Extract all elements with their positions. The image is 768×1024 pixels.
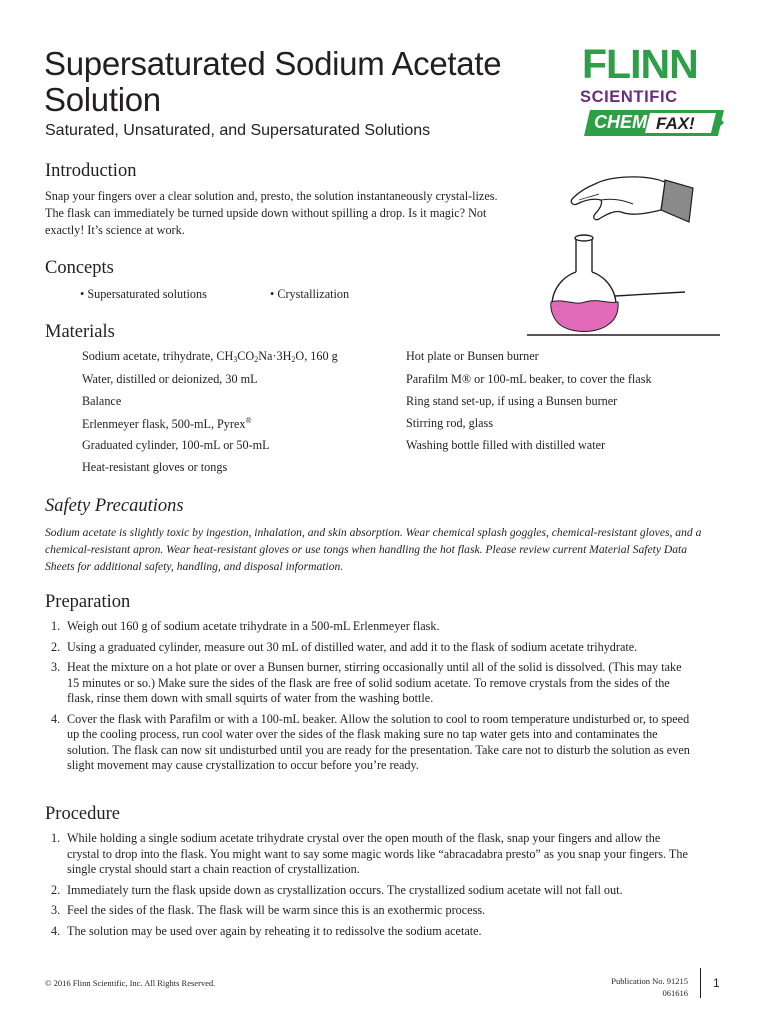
material-item: Sodium acetate, trihydrate, $CH_3CO_2Na\cdot 3H_2O$, 160 g [82, 349, 338, 364]
material-item: Graduated cylinder, 100-mL or 50-mL [82, 438, 270, 452]
list-item: 4. The solution may be used over again by reheating it to redissolve the sodium acetate. [51, 923, 482, 938]
list-item: 3. Feel the sides of the flask. The flask will be warm since this is an exothermic process. [51, 903, 486, 917]
page-number: 1 [713, 976, 720, 990]
concept-item: • Supersaturated solutions [80, 287, 207, 301]
footer-copyright: © 2016 Flinn Scientific, Inc. All Rights Reserved. [45, 978, 216, 988]
material-item: Balance [82, 394, 122, 408]
material-item: Hot plate or Bunsen burner [406, 349, 539, 363]
safety-text: Sodium acetate is slightly toxic by ingestion, inhalation, and skin absorption. Wear chemical splash goggles, chemical-resistant gloves, and a chemical-resistant apron. Wear heat-resistant gloves or use tongs when handling the hot flask. Please review current Material Safety Data Sheets for additional safety, handling, and disposal information. [45, 526, 702, 573]
flinn-logo [580, 41, 730, 140]
concept-item: • Crystallization [270, 287, 350, 301]
list-item: 2. Using a graduated cylinder, measure out 30 mL of distilled water, and add it to the flask of sodium acetate trihydrate. [51, 639, 638, 654]
preparation-steps [45, 619, 695, 779]
introduction-heading: Introduction [45, 161, 137, 181]
page-subtitle: Saturated, Unsaturated, and Supersaturated Solutions [45, 122, 431, 139]
page-title: Supersaturated Sodium Acetate Solution [44, 45, 502, 118]
footer-divider [700, 968, 701, 998]
material-item: Parafilm M® or 100-mL beaker, to cover the flask [406, 372, 652, 386]
material-item: Stirring rod, glass [406, 416, 494, 430]
procedure-heading: Procedure [45, 804, 120, 824]
list-item: 1. Weigh out 160 g of sodium acetate trihydrate in a 500-mL Erlenmeyer flask. [51, 619, 440, 633]
material-item: Ring stand set-up, if using a Bunsen burner [406, 394, 618, 408]
logo-chem: CHEM [594, 112, 647, 132]
footer-publication: Publication No. 91215 061616 [611, 976, 688, 998]
logo-scientific: SCIENTIFIC [580, 88, 678, 106]
list-item: 3. Heat the mixture on a hot plate or over a Bunsen burner, stirring occasionally until all of the solid is dissolved. (This may take 15 minutes or so.) Make sure the sides of the flask are free of solid sodium acetate. To remove crystals from the sides of the flask, rinse them down with small squirts of water from the washing bottle. [51, 660, 682, 705]
hand-over-flask-icon [515, 170, 725, 340]
introduction-text: Snap your fingers over a clear solution and, presto, the solution instantaneously crystal-lizes. The flask can immediately be turned upside down without spilling a drop. Is it magic? Not exactly! It’s science at work. [45, 189, 498, 237]
list-item: 4. Cover the flask with Parafilm or with a 100-mL beaker. Allow the solution to cool to room temperature undisturbed or, to speed up the cooling process, run cool water over the sides of the flask making sure no tap water gets into and contaminates the solution. The flask can now sit undisturbed until you are ready for the presentation. Take care not to disturb the solution as even slight movement may cause crystallization to occur before you’re ready. [51, 711, 690, 772]
materials-heading: Materials [45, 322, 115, 342]
list-item: 2. Immediately turn the flask upside down as crystallization occurs. The crystallized sodium acetate will not fall out. [51, 882, 623, 897]
concepts-heading: Concepts [45, 258, 114, 278]
preparation-heading: Preparation [45, 592, 131, 612]
logo-fax: FAX! [656, 114, 695, 133]
material-item: Water, distilled or deionized, 30 mL [82, 372, 258, 386]
logo-flinn: FLINN [582, 41, 698, 87]
safety-heading: Safety Precautions [45, 496, 184, 516]
material-item: Heat-resistant gloves or tongs [82, 460, 228, 474]
procedure-steps [45, 831, 695, 944]
material-item: Erlenmeyer flask, 500-mL, Pyrex® [82, 416, 252, 432]
list-item: 1. While holding a single sodium acetate trihydrate crystal over the open mouth of the flask, snap your fingers and allow the crystal to drop into the flask. You might want to say some magic words like “abracadabra presto” as you snap your fingers. The single crystal should start a chain reaction of crystallization. [51, 831, 688, 876]
material-item: Washing bottle filled with distilled water [406, 438, 606, 452]
